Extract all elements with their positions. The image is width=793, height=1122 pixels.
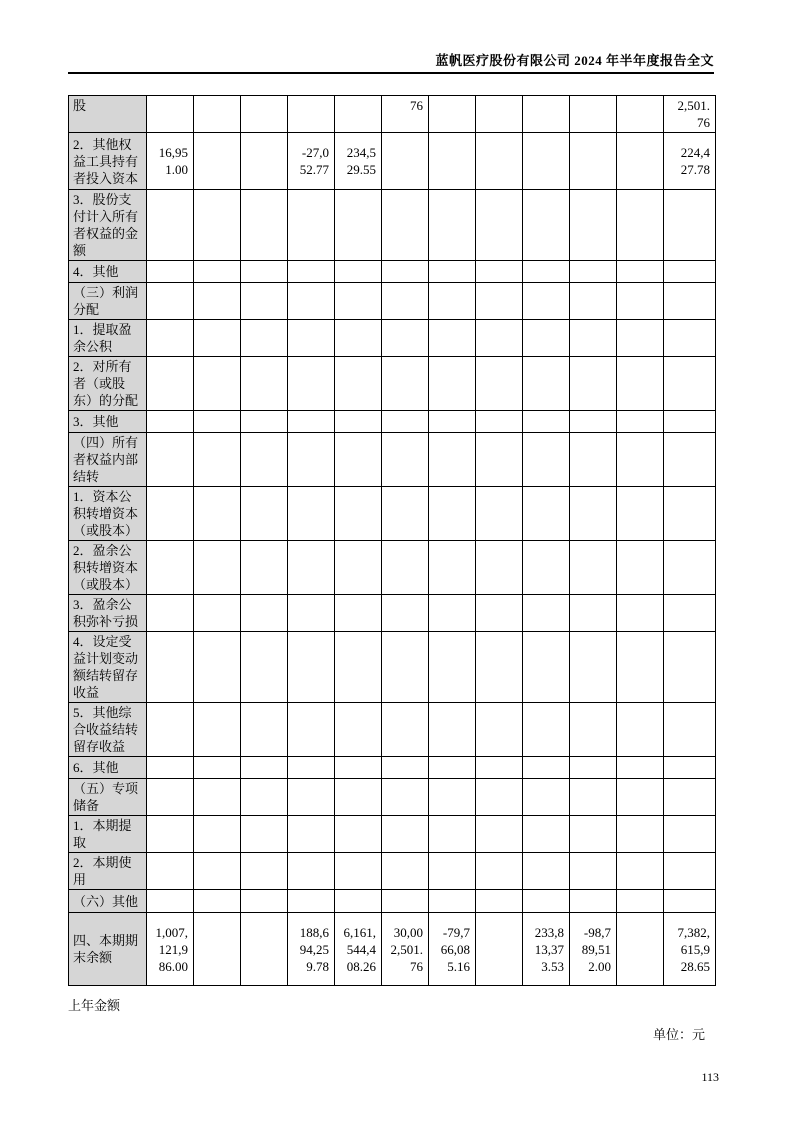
row-label-cell: （六）其他 xyxy=(69,890,147,913)
value-cell xyxy=(335,96,382,133)
row-label-cell: 2．盈余公积转增资本（或股本） xyxy=(69,541,147,595)
value-cell xyxy=(523,853,570,890)
value-cell xyxy=(382,779,429,816)
value-cell xyxy=(288,261,335,283)
value-cell xyxy=(523,816,570,853)
row-label-cell: （五）专项储备 xyxy=(69,779,147,816)
value-cell xyxy=(241,133,288,190)
value-cell xyxy=(617,890,664,913)
value-cell xyxy=(241,853,288,890)
value-cell xyxy=(617,595,664,632)
value-cell xyxy=(194,632,241,703)
value-cell xyxy=(382,541,429,595)
value-cell xyxy=(664,190,716,261)
value-cell xyxy=(429,853,476,890)
value-cell xyxy=(429,757,476,779)
row-label-cell: 1．本期提取 xyxy=(69,816,147,853)
value-cell xyxy=(476,703,523,757)
row-label-cell: 5．其他综合收益结转留存收益 xyxy=(69,703,147,757)
value-cell xyxy=(194,890,241,913)
value-cell xyxy=(664,853,716,890)
value-cell xyxy=(382,890,429,913)
value-cell xyxy=(382,411,429,433)
table-row xyxy=(69,133,716,190)
table-row xyxy=(69,779,716,816)
value-cell xyxy=(147,853,194,890)
value-cell xyxy=(241,595,288,632)
value-cell xyxy=(429,541,476,595)
value-cell xyxy=(429,283,476,320)
value-cell xyxy=(523,261,570,283)
value-cell xyxy=(147,632,194,703)
value-cell xyxy=(429,890,476,913)
value-cell xyxy=(476,357,523,411)
value-cell xyxy=(147,433,194,487)
table-row xyxy=(69,357,716,411)
value-cell xyxy=(476,433,523,487)
value-cell: 30,002,501.76 xyxy=(382,913,429,986)
value-cell xyxy=(241,261,288,283)
value-cell: 1,007,121,986.00 xyxy=(147,913,194,986)
value-cell xyxy=(523,190,570,261)
table-row xyxy=(69,96,716,133)
table-row xyxy=(69,703,716,757)
table-row xyxy=(69,261,716,283)
value-cell xyxy=(617,133,664,190)
table-row xyxy=(69,411,716,433)
value-cell xyxy=(335,779,382,816)
value-cell xyxy=(429,779,476,816)
table-row xyxy=(69,283,716,320)
value-cell xyxy=(194,411,241,433)
value-cell xyxy=(147,96,194,133)
value-cell xyxy=(617,433,664,487)
value-cell xyxy=(382,757,429,779)
value-cell xyxy=(241,703,288,757)
value-cell xyxy=(617,190,664,261)
row-label-cell: 6．其他 xyxy=(69,757,147,779)
table-row xyxy=(69,433,716,487)
value-cell xyxy=(429,433,476,487)
value-cell xyxy=(476,890,523,913)
value-cell xyxy=(335,890,382,913)
row-label-cell: 四、本期期末余额 xyxy=(69,913,147,986)
value-cell xyxy=(147,703,194,757)
value-cell xyxy=(194,853,241,890)
row-label-cell: 4．其他 xyxy=(69,261,147,283)
value-cell xyxy=(288,890,335,913)
value-cell xyxy=(194,541,241,595)
table-row xyxy=(69,487,716,541)
value-cell xyxy=(288,283,335,320)
value-cell: -79,766,085.16 xyxy=(429,913,476,986)
value-cell xyxy=(335,595,382,632)
unit-label: 单位：元 xyxy=(652,1027,705,1042)
value-cell xyxy=(382,433,429,487)
table-row xyxy=(69,816,716,853)
table-row xyxy=(69,320,716,357)
value-cell xyxy=(617,541,664,595)
value-cell xyxy=(476,757,523,779)
value-cell xyxy=(523,541,570,595)
value-cell xyxy=(664,283,716,320)
value-cell: -27,052.77 xyxy=(288,133,335,190)
header-title: 蓝帆医疗股份有限公司 2024 年半年度报告全文 xyxy=(435,53,714,68)
value-cell xyxy=(288,632,335,703)
value-cell xyxy=(147,541,194,595)
value-cell: -98,789,512.00 xyxy=(570,913,617,986)
value-cell xyxy=(523,595,570,632)
value-cell xyxy=(194,320,241,357)
value-cell xyxy=(429,595,476,632)
value-cell xyxy=(194,261,241,283)
value-cell xyxy=(617,411,664,433)
value-cell: 2,501.76 xyxy=(664,96,716,133)
value-cell xyxy=(194,595,241,632)
value-cell xyxy=(664,357,716,411)
value-cell xyxy=(664,320,716,357)
value-cell xyxy=(429,320,476,357)
value-cell xyxy=(476,816,523,853)
value-cell xyxy=(429,816,476,853)
value-cell xyxy=(288,816,335,853)
value-cell xyxy=(335,320,382,357)
table-row xyxy=(69,913,716,986)
table-row xyxy=(69,541,716,595)
value-cell xyxy=(335,190,382,261)
value-cell xyxy=(664,757,716,779)
equity-table-body xyxy=(69,96,716,986)
value-cell xyxy=(523,890,570,913)
value-cell xyxy=(570,890,617,913)
value-cell xyxy=(335,433,382,487)
value-cell xyxy=(335,541,382,595)
value-cell xyxy=(617,816,664,853)
value-cell xyxy=(664,261,716,283)
value-cell xyxy=(382,357,429,411)
value-cell xyxy=(241,913,288,986)
value-cell xyxy=(664,541,716,595)
value-cell xyxy=(476,261,523,283)
row-label-cell: 3．其他 xyxy=(69,411,147,433)
value-cell xyxy=(429,703,476,757)
value-cell: 234,529.55 xyxy=(335,133,382,190)
value-cell xyxy=(194,757,241,779)
value-cell xyxy=(664,595,716,632)
value-cell xyxy=(476,779,523,816)
value-cell xyxy=(288,320,335,357)
value-cell xyxy=(664,816,716,853)
value-cell xyxy=(523,487,570,541)
value-cell xyxy=(570,703,617,757)
page-number: 113 xyxy=(701,1070,719,1084)
row-label-cell: 3．股份支付计入所有者权益的金额 xyxy=(69,190,147,261)
equity-change-table xyxy=(68,95,716,986)
value-cell xyxy=(570,320,617,357)
value-cell xyxy=(570,779,617,816)
value-cell xyxy=(476,913,523,986)
row-label-cell: 股 xyxy=(69,96,147,133)
value-cell xyxy=(147,757,194,779)
value-cell xyxy=(429,96,476,133)
value-cell xyxy=(382,816,429,853)
table-row xyxy=(69,595,716,632)
value-cell: 188,694,259.78 xyxy=(288,913,335,986)
value-cell xyxy=(147,779,194,816)
value-cell xyxy=(617,757,664,779)
value-cell xyxy=(241,190,288,261)
value-cell: 6,161,544,408.26 xyxy=(335,913,382,986)
value-cell xyxy=(664,487,716,541)
row-label-cell: 1．资本公积转增资本（或股本） xyxy=(69,487,147,541)
value-cell xyxy=(617,487,664,541)
value-cell xyxy=(617,913,664,986)
value-cell xyxy=(147,411,194,433)
value-cell xyxy=(241,411,288,433)
value-cell xyxy=(523,357,570,411)
value-cell xyxy=(382,487,429,541)
value-cell: 16,951.00 xyxy=(147,133,194,190)
value-cell: 7,382,615,928.65 xyxy=(664,913,716,986)
value-cell xyxy=(476,133,523,190)
value-cell xyxy=(570,595,617,632)
value-cell xyxy=(382,632,429,703)
value-cell xyxy=(288,853,335,890)
value-cell xyxy=(382,283,429,320)
value-cell xyxy=(382,320,429,357)
value-cell xyxy=(429,261,476,283)
value-cell xyxy=(523,283,570,320)
row-label-cell: 4．设定受益计划变动额结转留存收益 xyxy=(69,632,147,703)
value-cell xyxy=(570,411,617,433)
row-label-cell: 2．本期使用 xyxy=(69,853,147,890)
value-cell xyxy=(335,632,382,703)
value-cell xyxy=(429,190,476,261)
value-cell: 76 xyxy=(382,96,429,133)
value-cell xyxy=(194,779,241,816)
value-cell xyxy=(241,433,288,487)
value-cell xyxy=(335,853,382,890)
value-cell xyxy=(147,320,194,357)
table-row xyxy=(69,757,716,779)
value-cell xyxy=(335,261,382,283)
value-cell xyxy=(194,283,241,320)
value-cell xyxy=(194,190,241,261)
value-cell xyxy=(664,890,716,913)
value-cell xyxy=(194,133,241,190)
value-cell xyxy=(288,411,335,433)
value-cell xyxy=(288,96,335,133)
value-cell xyxy=(617,703,664,757)
value-cell xyxy=(570,261,617,283)
value-cell xyxy=(570,487,617,541)
value-cell xyxy=(194,703,241,757)
value-cell xyxy=(570,757,617,779)
value-cell xyxy=(147,357,194,411)
value-cell xyxy=(570,541,617,595)
value-cell xyxy=(523,320,570,357)
value-cell xyxy=(617,357,664,411)
value-cell xyxy=(476,96,523,133)
row-label-cell: 3．盈余公积弥补亏损 xyxy=(69,595,147,632)
value-cell xyxy=(664,411,716,433)
value-cell xyxy=(429,133,476,190)
value-cell xyxy=(382,595,429,632)
value-cell xyxy=(147,487,194,541)
value-cell xyxy=(476,411,523,433)
value-cell xyxy=(241,96,288,133)
value-cell xyxy=(288,595,335,632)
value-cell xyxy=(335,487,382,541)
row-label-cell: （三）利润分配 xyxy=(69,283,147,320)
row-label-cell: （四）所有者权益内部结转 xyxy=(69,433,147,487)
value-cell xyxy=(617,261,664,283)
value-cell xyxy=(617,779,664,816)
value-cell xyxy=(476,853,523,890)
value-cell xyxy=(241,816,288,853)
value-cell xyxy=(570,283,617,320)
value-cell xyxy=(382,190,429,261)
value-cell xyxy=(194,433,241,487)
value-cell xyxy=(288,433,335,487)
value-cell xyxy=(664,779,716,816)
value-cell xyxy=(570,96,617,133)
value-cell xyxy=(241,632,288,703)
value-cell xyxy=(288,757,335,779)
next-section-label: 上年金额 xyxy=(68,998,121,1013)
value-cell xyxy=(664,632,716,703)
row-label-cell: 2．对所有者（或股东）的分配 xyxy=(69,357,147,411)
value-cell xyxy=(476,632,523,703)
value-cell xyxy=(570,632,617,703)
value-cell xyxy=(476,190,523,261)
value-cell xyxy=(570,357,617,411)
value-cell xyxy=(241,757,288,779)
table-row xyxy=(69,890,716,913)
value-cell xyxy=(335,357,382,411)
value-cell xyxy=(147,283,194,320)
value-cell xyxy=(147,595,194,632)
value-cell xyxy=(617,283,664,320)
value-cell xyxy=(382,703,429,757)
value-cell xyxy=(288,703,335,757)
value-cell xyxy=(523,632,570,703)
table-row xyxy=(69,853,716,890)
value-cell xyxy=(523,411,570,433)
value-cell xyxy=(288,487,335,541)
value-cell xyxy=(523,433,570,487)
value-cell xyxy=(194,487,241,541)
value-cell xyxy=(194,357,241,411)
value-cell xyxy=(664,703,716,757)
value-cell xyxy=(476,487,523,541)
value-cell xyxy=(476,541,523,595)
value-cell xyxy=(570,133,617,190)
table-row xyxy=(69,190,716,261)
value-cell xyxy=(288,357,335,411)
value-cell xyxy=(429,357,476,411)
value-cell xyxy=(523,757,570,779)
row-label-cell: 2．其他权益工具持有者投入资本 xyxy=(69,133,147,190)
value-cell xyxy=(570,853,617,890)
value-cell xyxy=(382,133,429,190)
value-cell xyxy=(664,433,716,487)
value-cell xyxy=(617,96,664,133)
value-cell xyxy=(335,816,382,853)
value-cell xyxy=(288,190,335,261)
value-cell xyxy=(241,487,288,541)
value-cell xyxy=(523,96,570,133)
value-cell xyxy=(241,890,288,913)
value-cell: 233,813,373.53 xyxy=(523,913,570,986)
value-cell xyxy=(523,779,570,816)
value-cell xyxy=(617,853,664,890)
value-cell xyxy=(570,190,617,261)
value-cell xyxy=(241,779,288,816)
value-cell xyxy=(335,283,382,320)
value-cell xyxy=(523,703,570,757)
value-cell xyxy=(241,320,288,357)
value-cell xyxy=(523,133,570,190)
value-cell xyxy=(476,283,523,320)
value-cell xyxy=(429,411,476,433)
value-cell xyxy=(147,816,194,853)
row-label-cell: 1．提取盈余公积 xyxy=(69,320,147,357)
value-cell xyxy=(194,913,241,986)
value-cell xyxy=(241,283,288,320)
value-cell xyxy=(570,433,617,487)
value-cell xyxy=(194,816,241,853)
value-cell xyxy=(147,890,194,913)
value-cell xyxy=(617,632,664,703)
value-cell xyxy=(382,261,429,283)
value-cell xyxy=(335,757,382,779)
value-cell xyxy=(429,487,476,541)
value-cell xyxy=(476,320,523,357)
value-cell xyxy=(147,261,194,283)
document-header xyxy=(68,0,714,74)
value-cell xyxy=(241,357,288,411)
value-cell xyxy=(429,632,476,703)
value-cell xyxy=(241,541,288,595)
value-cell xyxy=(288,779,335,816)
table-row xyxy=(69,632,716,703)
value-cell xyxy=(335,411,382,433)
value-cell xyxy=(288,541,335,595)
value-cell xyxy=(570,816,617,853)
value-cell xyxy=(617,320,664,357)
value-cell xyxy=(194,96,241,133)
value-cell xyxy=(382,853,429,890)
value-cell xyxy=(476,595,523,632)
value-cell: 224,427.78 xyxy=(664,133,716,190)
value-cell xyxy=(335,703,382,757)
value-cell xyxy=(147,190,194,261)
